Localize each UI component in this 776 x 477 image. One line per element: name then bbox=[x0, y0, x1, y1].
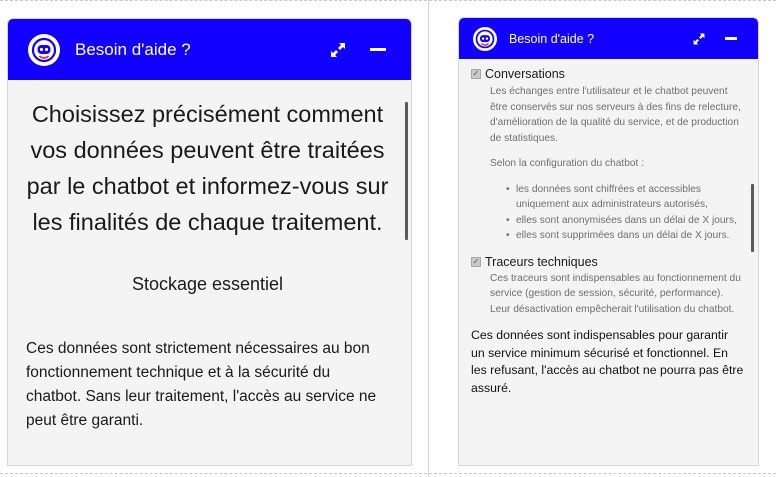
conversations-details bbox=[471, 84, 744, 244]
list-item: • les données sont chiffrées et accessibles uniquement aux administrateurs autorisés, bbox=[516, 182, 744, 213]
minimize-icon bbox=[725, 37, 737, 40]
chatbot-header bbox=[459, 18, 758, 59]
header-title: Besoin d'aide ? bbox=[75, 39, 191, 59]
top-dashed-border bbox=[0, 0, 776, 1]
tracers-option[interactable] bbox=[471, 255, 744, 269]
chatbot-window-right bbox=[458, 17, 759, 466]
scrollbar-thumb[interactable] bbox=[405, 102, 408, 240]
expand-button[interactable] bbox=[327, 39, 349, 61]
minimize-button[interactable] bbox=[367, 39, 389, 61]
expand-icon bbox=[692, 32, 706, 46]
tracers-label: Traceurs techniques bbox=[485, 254, 598, 269]
chatbot-body bbox=[459, 59, 758, 466]
header-title: Besoin d'aide ? bbox=[509, 31, 595, 46]
bottom-dashed-border bbox=[0, 473, 776, 474]
panel-divider bbox=[428, 0, 429, 477]
conversations-option[interactable] bbox=[471, 67, 744, 81]
section-description: Ces données sont indispensables pour garantir un service minimum sécurisé et fonctionnel. En les refusant, l'accès au chatbot ne pourra pas être assuré. bbox=[471, 328, 744, 395]
conversations-description: Les échanges entre l'utilisateur et le chatbot peuvent être conservés sur nos serveurs à des fins de relecture, d'amélioration de la qualité du service, et de production de statistiques. bbox=[490, 86, 741, 144]
expand-button[interactable] bbox=[690, 30, 708, 48]
chatbot-body bbox=[8, 80, 411, 466]
chatbot-avatar-icon bbox=[28, 34, 60, 66]
expand-icon bbox=[329, 41, 347, 59]
minimize-icon bbox=[370, 48, 386, 51]
tracers-description: Ces traceurs sont indispensables au fonctionnement du service (gestion de session, sécurité, performance). Leur désactivation empêcherait l'utilisation du chatbot. bbox=[490, 272, 741, 315]
chatbot-window-left bbox=[7, 18, 412, 466]
conversations-label: Conversations bbox=[485, 67, 565, 81]
chatbot-avatar-icon bbox=[473, 27, 497, 51]
minimize-button[interactable] bbox=[722, 30, 740, 48]
chatbot-header bbox=[8, 19, 411, 80]
list-item: • elles sont supprimées dans un délai de X jours. bbox=[516, 228, 744, 244]
config-list bbox=[490, 182, 744, 244]
consent-heading: Choisissez précisément comment vos données peuvent être traitées par le chatbot et informez-vous sur les finalités de chaque traitement. bbox=[26, 101, 389, 235]
checkbox-checked-icon[interactable]: ✓ bbox=[472, 256, 480, 266]
section-title: Stockage essentiel bbox=[131, 274, 284, 294]
section-description: Ces données sont strictement nécessaires au bon fonctionnement technique et à la sécurité du chatbot. Sans leur traitement, l'accès au service ne peut être garanti. bbox=[26, 340, 377, 429]
tracers-details bbox=[471, 271, 744, 318]
checkbox-checked-icon[interactable]: ✓ bbox=[472, 69, 480, 78]
scrollbar-thumb[interactable] bbox=[751, 184, 754, 252]
list-item: • elles sont anonymisées dans un délai de X jours, bbox=[516, 213, 744, 229]
config-intro: Selon la configuration du chatbot : bbox=[490, 158, 645, 169]
